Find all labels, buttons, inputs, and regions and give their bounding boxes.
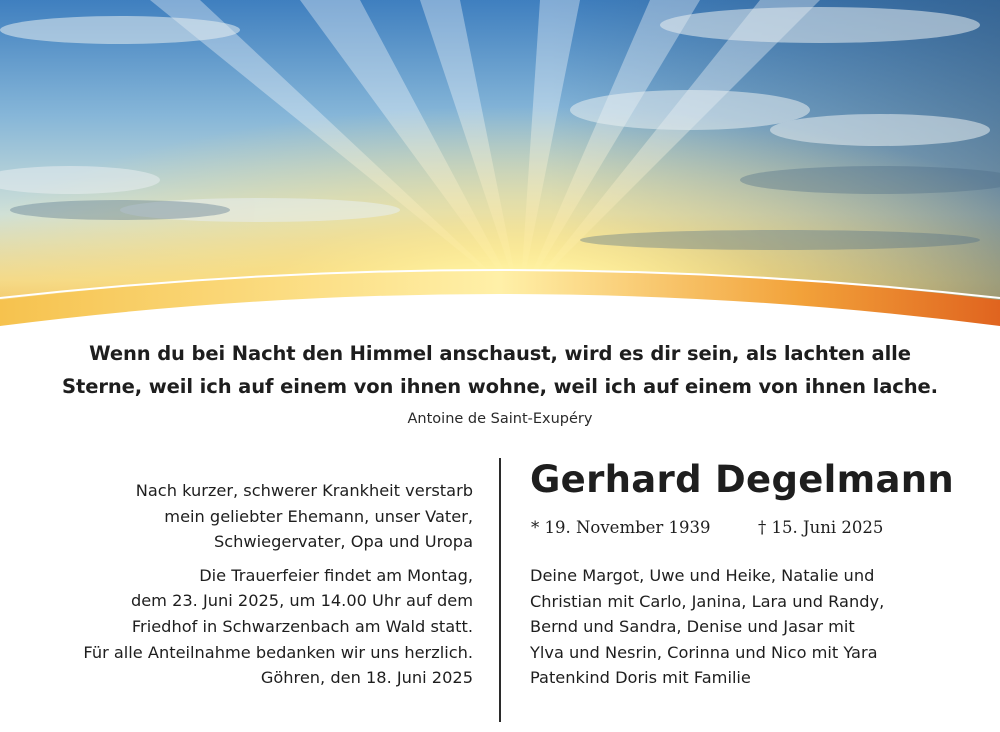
notice-line: Schwiegervater, Opa und Uropa [213, 532, 473, 552]
ceremony-line: Die Trauerfeier findet am Montag, [199, 565, 473, 585]
column-divider [499, 458, 501, 722]
quote-line-1: Wenn du bei Nacht den Himmel anschaust, wird es dir sein, als lachten alle [89, 342, 911, 365]
mourners-line: Christian mit Carlo, Janina, Lara und Randy, [530, 591, 885, 611]
notice-line: mein geliebter Ehemann, unser Vater, [164, 506, 473, 526]
mourners-line: Ylva und Nesrin, Corinna und Nico mit Yara [530, 642, 878, 662]
sunrise-sky-image [0, 0, 1000, 330]
sunrise-sky-illustration [0, 0, 1000, 330]
birth-date: * 19. November 1939 [531, 518, 711, 537]
thanks-line: Für alle Anteilnahme bedanken wir uns herzlich. [83, 642, 473, 662]
mourners-line: Patenkind Doris mit Familie [530, 668, 751, 688]
quote-line-2: Sterne, weil ich auf einem von ihnen wohne, weil ich auf einem von ihnen lache. [62, 375, 938, 398]
deceased-name: Gerhard Degelmann [530, 458, 955, 501]
quote-text [0, 337, 1000, 403]
mourners-line: Bernd und Sandra, Denise und Jasar mit [530, 617, 855, 637]
notice-column [3, 478, 473, 691]
quote-author: Antoine de Saint-Exupéry [407, 411, 593, 427]
ceremony-line: Friedhof in Schwarzenbach am Wald statt. [131, 616, 473, 636]
death-date: † 15. Juni 2025 [758, 518, 884, 537]
mourners-list [530, 563, 884, 691]
notice-line: Nach kurzer, schwerer Krankheit verstarb [135, 481, 473, 500]
paragraph-gap [3, 555, 473, 563]
ceremony-line: dem 23. Juni 2025, um 14.00 Uhr auf dem [130, 591, 473, 611]
mourners-line: Deine Margot, Uwe und Heike, Natalie und [530, 566, 875, 585]
life-dates [531, 518, 971, 537]
place-date: Göhren, den 18. Juni 2025 [260, 668, 473, 688]
